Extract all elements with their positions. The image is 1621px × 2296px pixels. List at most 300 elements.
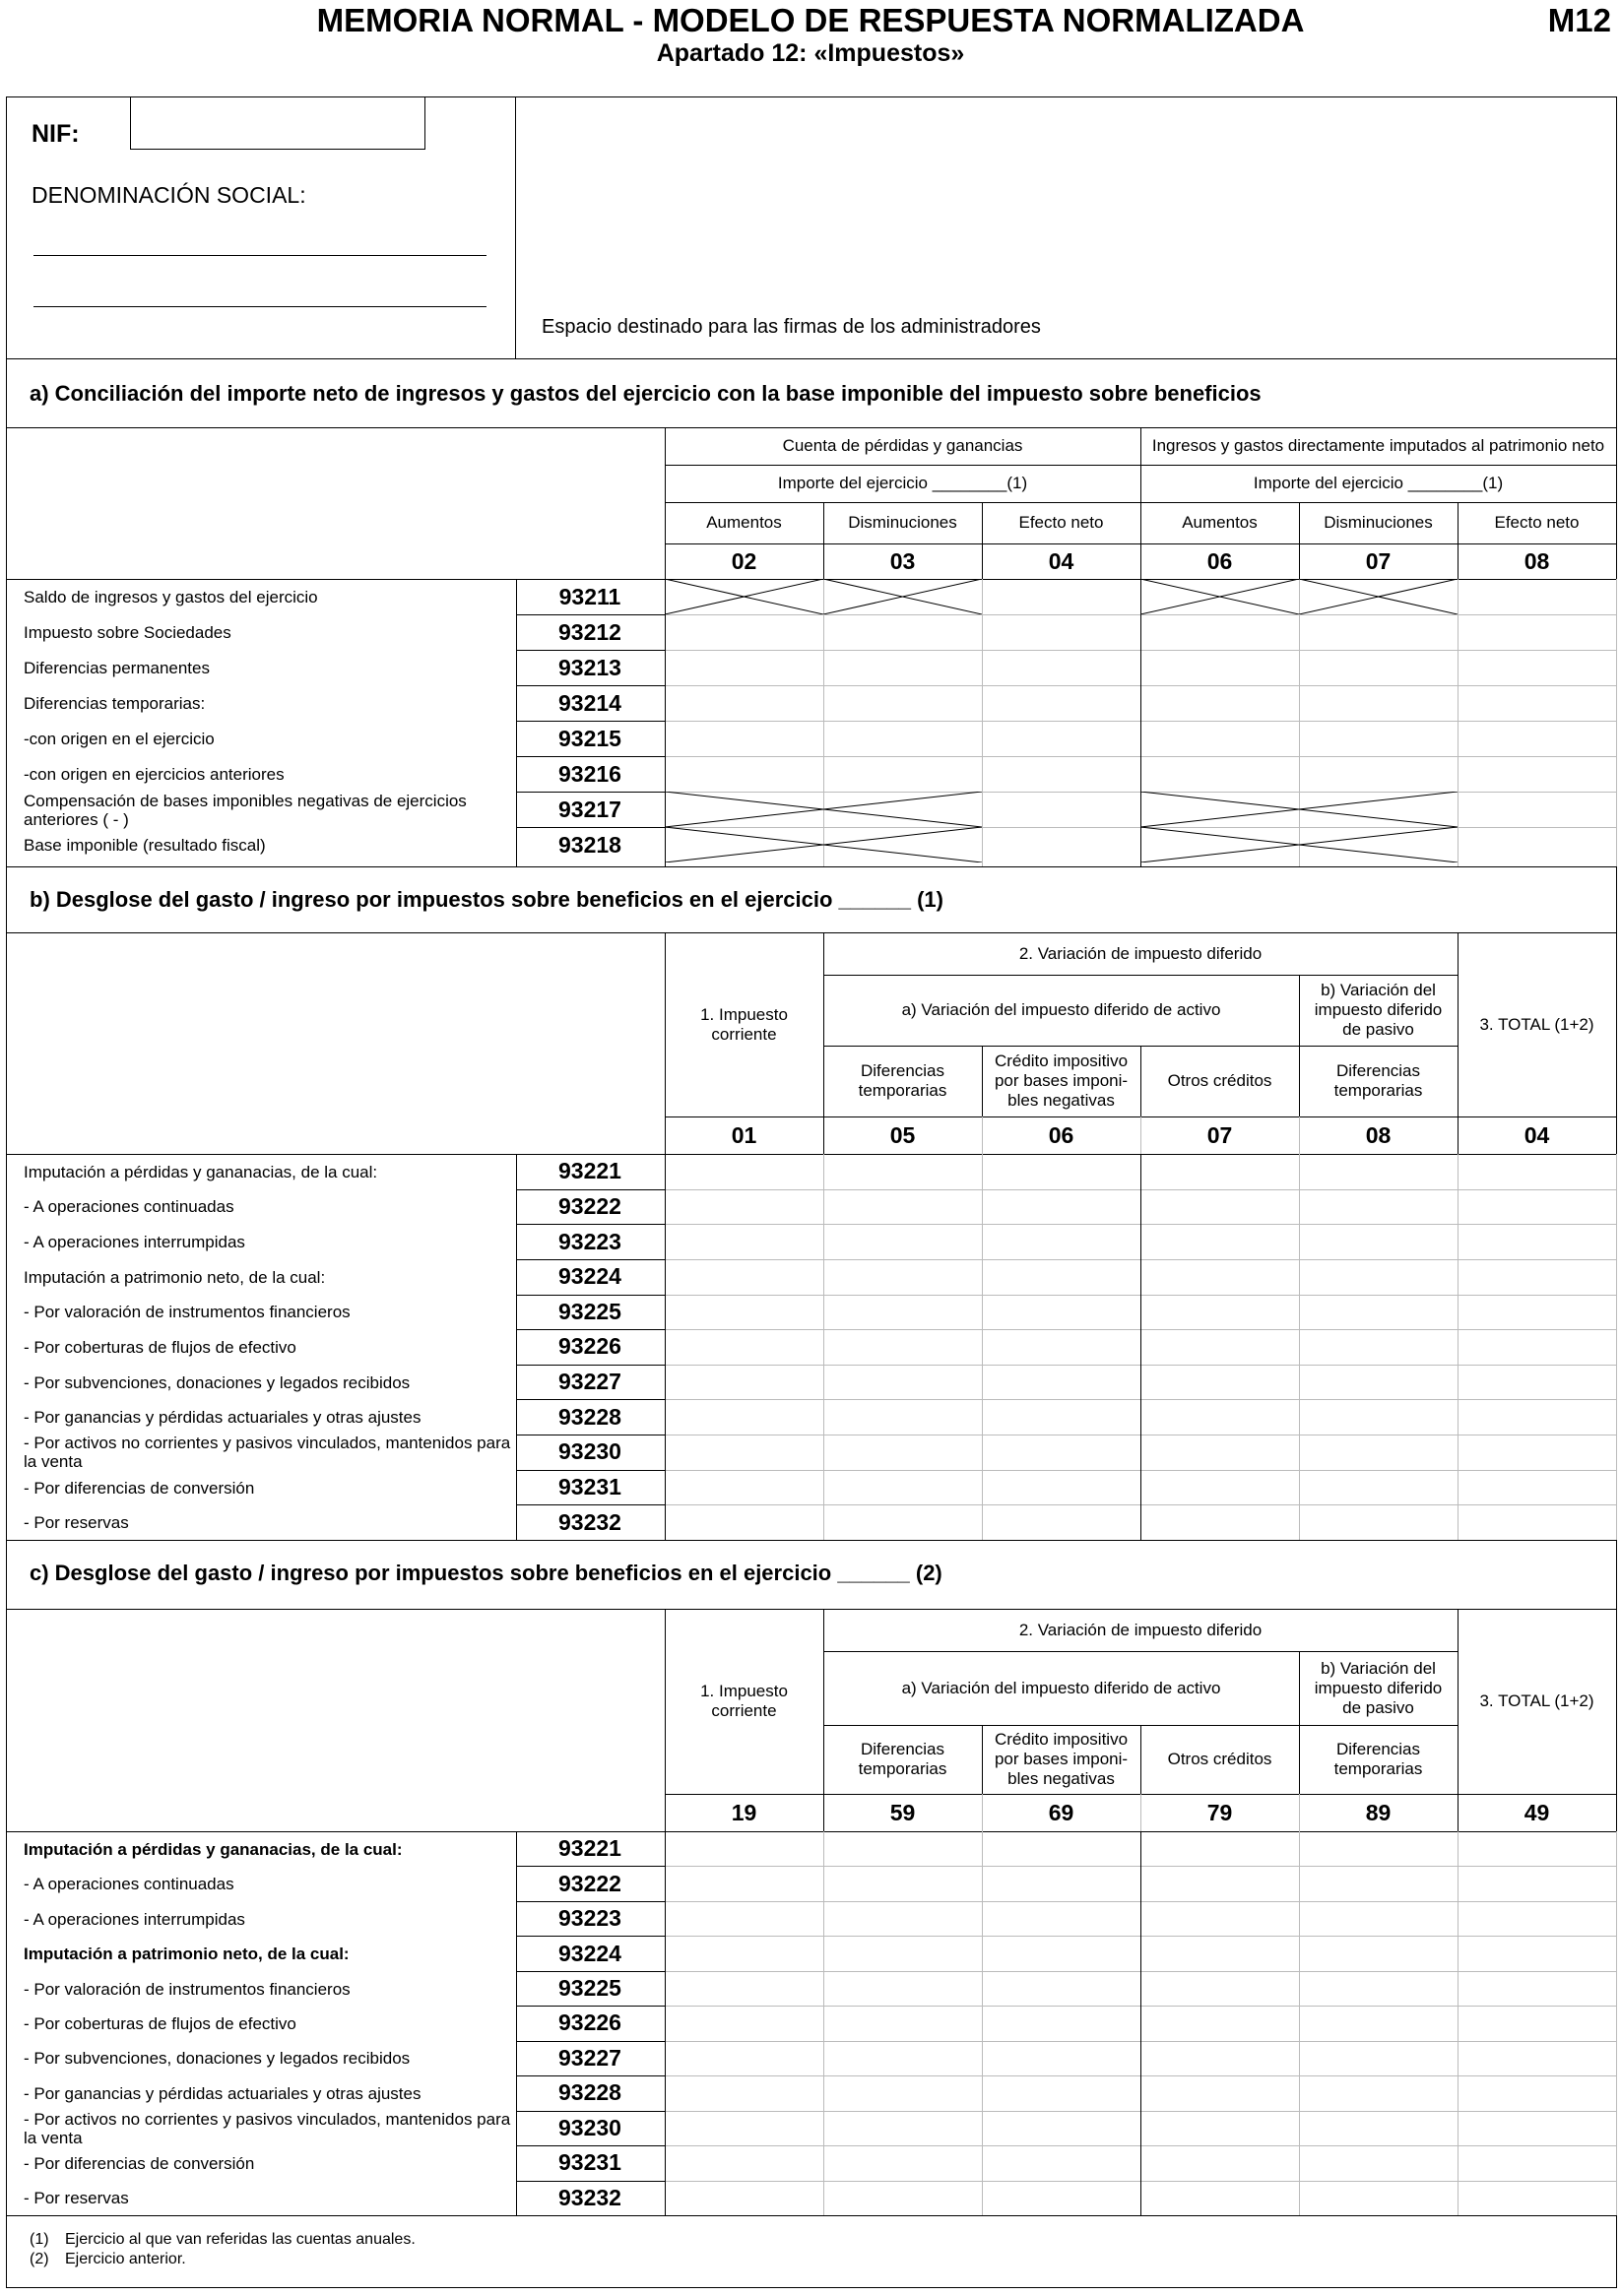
section_b-cell[interactable] [984,1156,1138,1187]
section_b-dif2-header: Diferencias temporarias [1333,1061,1423,1100]
section_a-cell[interactable] [667,723,821,754]
section_b-cell[interactable] [1301,1297,1456,1328]
section_c-code-sep [516,1866,665,1867]
a-subheader: Aumentos [1182,513,1258,532]
section_c-cell[interactable] [984,1903,1138,1934]
section_b-row-code: 93226 [558,1333,621,1360]
section_a-row-code: 93212 [558,618,621,645]
section_b-row-label: Imputación a pérdidas y gananacias, de la cual: [24,1162,378,1181]
section_b-col-code: 06 [1048,1121,1074,1148]
a-crossed-cell [1140,579,1299,614]
section_b-cell[interactable] [825,1331,980,1363]
section_b-cell[interactable] [1459,1506,1614,1538]
section_b-cell[interactable] [825,1297,980,1328]
section_c-cell[interactable] [984,2008,1138,2038]
footnote-2-num: (2) [30,2251,49,2267]
section_c-cell[interactable] [1301,1973,1456,2004]
section_b-cell[interactable] [825,1226,980,1257]
section_c-total-header: 3. TOTAL (1+2) [1479,1691,1594,1710]
section_c-cell[interactable] [984,1868,1138,1898]
section_b-cell[interactable] [984,1401,1138,1433]
section_b-col-code: 08 [1365,1121,1392,1148]
section_a-cell[interactable] [1459,758,1614,790]
section_b-cell[interactable] [667,1367,821,1398]
section_b-cell[interactable] [1301,1331,1456,1363]
section_b-cell[interactable] [1459,1226,1614,1257]
section_b-cell[interactable] [1142,1436,1297,1468]
section_b-col-code: 05 [889,1121,916,1148]
a-subheader: Efecto neto [1018,513,1104,532]
a-subheader: Aumentos [706,513,782,532]
section_a-cell[interactable] [667,652,821,683]
form-code: M12 [1547,2,1611,38]
section_c-col-code: 69 [1048,1799,1074,1825]
section_b-cell[interactable] [1459,1331,1614,1363]
section_c-cell[interactable] [667,2147,821,2178]
section_b-cell[interactable] [984,1297,1138,1328]
section_c-col-line [1458,1831,1459,2215]
section_c-col-line [1616,1831,1617,2215]
section_a-row-code: 93216 [558,760,621,787]
section_c-cell[interactable] [667,1973,821,2004]
section_c-cell[interactable] [984,1973,1138,2004]
section_b-cell[interactable] [1142,1191,1297,1223]
section_a-row-code: 93217 [558,796,621,822]
section_b-cell[interactable] [1142,1226,1297,1257]
section_a-cell[interactable] [1459,581,1614,612]
section_c-cell[interactable] [1301,2008,1456,2038]
section_c-code-sep [516,2145,665,2146]
section_c-cell[interactable] [825,1868,980,1898]
section_c-cell[interactable] [1459,1833,1614,1864]
section_c-activo-header: a) Variación del impuesto diferido de activo [901,1678,1221,1697]
section_b-cell[interactable] [667,1226,821,1257]
section_a-col-line [1458,579,1459,866]
section_a-cell[interactable] [1142,652,1297,683]
section_b-cell[interactable] [825,1191,980,1223]
section_b-cell[interactable] [984,1226,1138,1257]
section_a-cell[interactable] [1301,616,1456,648]
section_b-row-label: - Por reservas [24,1513,129,1533]
section_c-cell[interactable] [1301,2043,1456,2073]
section_c-cell[interactable] [1301,1868,1456,1898]
section_a-cell[interactable] [1459,616,1614,648]
section_b-cell[interactable] [984,1436,1138,1468]
section_b-row-code: 93224 [558,1263,621,1290]
section_b-cell[interactable] [1301,1156,1456,1187]
section_b-code-sep [516,1399,665,1400]
section_b-col-code: 07 [1206,1121,1233,1148]
section_a-cell[interactable] [1142,723,1297,754]
section_a-cell[interactable] [825,652,980,683]
section_b-cell[interactable] [667,1297,821,1328]
section_c-row-code: 93226 [558,2009,621,2036]
section_b-col-code: 04 [1524,1121,1550,1148]
section_b-cell[interactable] [825,1367,980,1398]
section_c-row-label: - A operaciones continuadas [24,1875,234,1894]
section_c-cell[interactable] [825,2077,980,2108]
a-subheader: Disminuciones [1324,513,1433,532]
section_c-cell[interactable] [825,1833,980,1864]
section_a-cell[interactable] [667,616,821,648]
section_b-row-code: 93231 [558,1474,621,1500]
section_a-col-line [1616,579,1617,866]
section_c-cell[interactable] [667,1938,821,1968]
section_a-cell[interactable] [1142,758,1297,790]
section_c-cell[interactable] [825,1903,980,1934]
section_c-cell[interactable] [984,2077,1138,2108]
section_c-cell[interactable] [1459,2043,1614,2073]
section_b-code-sep [516,1189,665,1190]
section_b-cell[interactable] [667,1331,821,1363]
section_a-row-code: 93215 [558,725,621,751]
section_b-cell[interactable] [667,1261,821,1293]
denominacion-line-2[interactable] [33,306,486,307]
section_c-code-sep [516,2181,665,2182]
section_c-cell[interactable] [1459,2008,1614,2038]
section_b-cell[interactable] [1459,1261,1614,1293]
section_c-cell[interactable] [825,1938,980,1968]
section_c-cell[interactable] [1142,2113,1297,2143]
section_b-cell[interactable] [1142,1156,1297,1187]
section_b-row-code: 93222 [558,1192,621,1219]
section_a-row-label: Diferencias permanentes [24,659,210,677]
section_c-variacion-header: 2. Variación de impuesto diferido [1018,1620,1263,1639]
section_b-credito-header: Crédito impositivo por bases imponi-bles negativas [994,1052,1129,1110]
section_a-row-label: Impuesto sobre Sociedades [24,623,231,642]
section_b-cell[interactable] [1459,1401,1614,1433]
section_b-cell[interactable] [984,1472,1138,1503]
section_c-cell[interactable] [667,2043,821,2073]
section_c-cell[interactable] [1142,2077,1297,2108]
section_b-cell[interactable] [984,1191,1138,1223]
section_c-cell[interactable] [825,2008,980,2038]
section_b-code-sep [516,1224,665,1225]
section_b-cell[interactable] [667,1156,821,1187]
section_c-cell[interactable] [667,1903,821,1934]
section_b-variacion-header: 2. Variación de impuesto diferido [1018,943,1263,963]
section_b-row-label: - Por activos no corrientes y pasivos vinculados, mantenidos para la venta [24,1434,511,1472]
section_a-code-sep [516,721,665,722]
section_b-row-code: 93223 [558,1228,621,1254]
section_a-cell[interactable] [1459,794,1614,825]
section_b-row-code: 93227 [558,1369,621,1395]
section_c-cell[interactable] [1142,1903,1297,1934]
section_c-cell[interactable] [1142,1973,1297,2004]
section_c-cell[interactable] [1301,1833,1456,1864]
footnote-1 [30,2231,416,2249]
a-col-code: 04 [1048,547,1074,574]
section_a-cell[interactable] [984,581,1138,612]
nif-label: NIF: [32,120,80,148]
section_b-code-left [516,1154,517,1540]
section_b-code-sep [516,1295,665,1296]
section_b-cell[interactable] [1301,1506,1456,1538]
section_b-cell[interactable] [825,1506,980,1538]
section_b-cell[interactable] [1142,1506,1297,1538]
section_b-cell[interactable] [1459,1367,1614,1398]
section_c-cell[interactable] [984,2043,1138,2073]
section_c-cell[interactable] [825,2183,980,2213]
a-col-code: 02 [731,547,757,574]
section_c-cell[interactable] [825,2147,980,2178]
section_a-cell[interactable] [1301,723,1456,754]
section_a-cell[interactable] [825,616,980,648]
a-col-code: 06 [1206,547,1233,574]
section_b-cell[interactable] [825,1156,980,1187]
section_a-cell[interactable] [1301,758,1456,790]
section_b-cell[interactable] [1459,1156,1614,1187]
section_b-cell[interactable] [825,1401,980,1433]
section_b-col-line [1458,1154,1459,1540]
section_b-row-code: 93230 [558,1438,621,1465]
section_b-row-label: - Por ganancias y pérdidas actuariales y otras ajustes [24,1408,421,1428]
section_c-cell[interactable] [1142,2008,1297,2038]
a-crossed-cell [823,579,982,614]
section_c-code-sep [516,2111,665,2112]
section_c-cell[interactable] [984,2113,1138,2143]
section-c-title: c) Desglose del gasto / ingreso por impuestos sobre beneficios en el ejercicio ______ (2) [30,1561,942,1585]
section_a-cell[interactable] [1459,652,1614,683]
section_a-cell[interactable] [1301,652,1456,683]
a-crossed-cell [665,579,823,614]
section_b-cell[interactable] [667,1506,821,1538]
section_c-cell[interactable] [1301,1903,1456,1934]
section_c-cell[interactable] [1142,2043,1297,2073]
section_a-cell[interactable] [667,687,821,719]
section_b-cell[interactable] [1459,1436,1614,1468]
section_c-cell[interactable] [1459,2183,1614,2213]
section_b-col-line [1299,1154,1300,1540]
a-subheader: Efecto neto [1494,513,1580,532]
section_c-col-code: 59 [889,1799,916,1825]
section_b-cell[interactable] [1142,1331,1297,1363]
section_b-row-label: Imputación a patrimonio neto, de la cual: [24,1267,326,1287]
section_c-cell[interactable] [1459,1938,1614,1968]
section_c-code-sep [516,2075,665,2076]
section_a-cell[interactable] [825,758,980,790]
section_b-cell[interactable] [667,1191,821,1223]
section_a-col-line [982,579,983,866]
section_c-cell[interactable] [1459,1868,1614,1898]
section_c-cell[interactable] [667,2113,821,2143]
footnote-1-num: (1) [30,2231,49,2248]
section_c-cell[interactable] [1142,2183,1297,2213]
section_c-col-line [1140,1831,1141,2215]
section_c-cell[interactable] [1301,2113,1456,2143]
section_a-cell[interactable] [984,758,1138,790]
firmas-text: Espacio destinado para las firmas de los administradores [542,316,1041,338]
section-b-title: b) Desglose del gasto / ingreso por impuestos sobre beneficios en el ejercicio ______ (1) [30,887,943,912]
section_b-cell[interactable] [667,1401,821,1433]
section_a-cell[interactable] [1459,829,1614,861]
section_c-cell[interactable] [1301,2147,1456,2178]
nif-input[interactable] [130,96,425,150]
section_a-row-label: -con origen en ejercicios anteriores [24,765,285,784]
page-subtitle: Apartado 12: «Impuestos» [656,39,965,67]
denominacion-line-1[interactable] [33,255,486,256]
section_a-cell[interactable] [984,652,1138,683]
section_a-cell[interactable] [984,829,1138,861]
section_c-cell[interactable] [667,2183,821,2213]
section_a-cell[interactable] [1459,687,1614,719]
section_b-row-code: 93225 [558,1298,621,1324]
section_c-cell[interactable] [667,1833,821,1864]
section_b-impuesto-header: 1. Impuesto corriente [700,1004,788,1044]
section_b-cell[interactable] [825,1261,980,1293]
section_a-code-sep [516,685,665,686]
section_b-cell[interactable] [1142,1367,1297,1398]
section_b-cell[interactable] [984,1261,1138,1293]
section_c-row-label: Imputación a pérdidas y gananacias, de la cual: [24,1839,403,1859]
a-group1-header: Cuenta de pérdidas y ganancias [782,436,1023,455]
section_c-cell[interactable] [825,2113,980,2143]
section_b-cell[interactable] [667,1472,821,1503]
section_c-cell[interactable] [1459,1903,1614,1934]
section_c-cell[interactable] [667,1868,821,1898]
section_b-cell[interactable] [984,1367,1138,1398]
section_b-cell[interactable] [1142,1472,1297,1503]
section_c-credito-header: Crédito impositivo por bases imponi-bles negativas [994,1730,1129,1788]
section_b-cell[interactable] [667,1436,821,1468]
section_a-cell[interactable] [984,687,1138,719]
section_c-dif2-header: Diferencias temporarias [1333,1740,1423,1778]
section_b-row-label: - A operaciones continuadas [24,1197,234,1217]
section_c-cell[interactable] [984,1938,1138,1968]
section_c-cell[interactable] [1459,2113,1614,2143]
section_b-code-sep [516,1504,665,1505]
section_c-cell[interactable] [825,1973,980,2004]
section_c-cell[interactable] [1459,2077,1614,2108]
section_b-cell[interactable] [1301,1367,1456,1398]
section_a-cell[interactable] [1142,616,1297,648]
section_b-cell[interactable] [1142,1261,1297,1293]
section_b-cell[interactable] [825,1436,980,1468]
section_a-row-label: Compensación de bases imponibles negativas de ejercicios anteriores ( - ) [24,791,467,829]
section_c-cell[interactable] [1142,1833,1297,1864]
section_a-code-sep [516,792,665,793]
section_c-cell[interactable] [1142,1938,1297,1968]
section_b-cell[interactable] [1459,1297,1614,1328]
footnote-2 [30,2251,186,2268]
section_c-code-sep [516,1901,665,1902]
section_c-cell[interactable] [1142,2147,1297,2178]
section_c-row-label: - A operaciones interrumpidas [24,1909,245,1929]
section_a-row-code: 93211 [558,583,621,609]
section_b-cell[interactable] [825,1472,980,1503]
section_a-cell[interactable] [984,794,1138,825]
rule-a-bottom [6,866,1617,867]
rule-c-bottom [6,2215,1617,2216]
section_c-col-line [1299,1831,1300,2215]
section_a-row-label: Diferencias temporarias: [24,694,206,713]
a-importe2-header: Importe del ejercicio ________(1) [1253,474,1504,492]
section_b-cell[interactable] [984,1331,1138,1363]
section_c-otros-header: Otros créditos [1167,1750,1272,1768]
section_c-row-label: - Por valoración de instrumentos financieros [24,1979,351,1999]
section_c-pasivo-header: b) Variación del impuesto diferido de pasivo [1314,1658,1443,1717]
section_a-cell[interactable] [1301,687,1456,719]
section_a-row-code: 93214 [558,689,621,716]
section_a-row-code: 93218 [558,831,621,858]
section_c-code-sep [516,1971,665,1972]
section_a-cell[interactable] [825,687,980,719]
section_c-cell[interactable] [1142,1868,1297,1898]
section_b-cell[interactable] [984,1506,1138,1538]
section_a-cell[interactable] [825,723,980,754]
section_b-cell[interactable] [1142,1297,1297,1328]
section_b-cell[interactable] [1301,1401,1456,1433]
section_c-cell[interactable] [1459,2147,1614,2178]
rule-id-bottom [6,358,1617,359]
section_a-cell[interactable] [667,758,821,790]
section_b-activo-header: a) Variación del impuesto diferido de activo [901,1000,1221,1019]
section_c-cell[interactable] [825,2043,980,2073]
section_c-cell[interactable] [1301,1938,1456,1968]
section_b-row-label: - A operaciones interrumpidas [24,1233,245,1252]
section_c-code-sep [516,1936,665,1937]
a-crossed-cell [665,827,982,862]
section_b-cell[interactable] [1301,1226,1456,1257]
section_c-cell[interactable] [1301,2183,1456,2213]
section_c-row-code: 93225 [558,1975,621,2002]
section_b-col-line [1616,1154,1617,1540]
section_a-code-sep [516,650,665,651]
section_a-cell[interactable] [984,723,1138,754]
section_c-row-code: 93224 [558,1940,621,1966]
section_c-col-code: 49 [1524,1799,1550,1825]
section_a-cell[interactable] [984,616,1138,648]
section_b-code-sep [516,1365,665,1366]
section_b-row-label: - Por coberturas de flujos de efectivo [24,1337,296,1357]
section_c-cell[interactable] [984,2147,1138,2178]
section_c-cell[interactable] [984,2183,1138,2213]
footnote-1-text: Ejercicio al que van referidas las cuentas anuales. [65,2231,416,2248]
section_b-cell[interactable] [1301,1191,1456,1223]
section_b-cell[interactable] [1301,1436,1456,1468]
a-col-code: 03 [889,547,916,574]
section_c-dif1-header: Diferencias temporarias [858,1740,947,1778]
section_c-code-sep [516,2041,665,2042]
section_c-row-code: 93223 [558,1905,621,1932]
a-crossed-cell [1299,579,1458,614]
section_c-row-code: 93232 [558,2184,621,2210]
section_c-code-left [516,1831,517,2215]
section_b-row-code: 93228 [558,1403,621,1430]
section_c-cell[interactable] [667,2077,821,2108]
section_a-code-sep [516,614,665,615]
section_c-cell[interactable] [984,1833,1138,1864]
section_b-cell[interactable] [1142,1401,1297,1433]
section_c-cell[interactable] [1459,1973,1614,2004]
section_b-cell[interactable] [1301,1472,1456,1503]
section_b-code-sep [516,1259,665,1260]
section_b-cell[interactable] [1301,1261,1456,1293]
section_b-cell[interactable] [1459,1191,1614,1223]
section_a-cell[interactable] [1459,723,1614,754]
section_c-row-label: - Por subvenciones, donaciones y legados recibidos [24,2049,411,2069]
section_c-cell[interactable] [667,2008,821,2038]
section_a-cell[interactable] [1142,687,1297,719]
section_c-code-sep [516,2006,665,2007]
section_b-otros-header: Otros créditos [1167,1071,1272,1090]
a-col-code: 07 [1365,547,1392,574]
section_a-code-sep [516,756,665,757]
section_c-row-code: 93221 [558,1835,621,1862]
section_c-row-label: - Por activos no corrientes y pasivos vinculados, mantenidos para la venta [24,2109,511,2147]
section_c-cell[interactable] [1301,2077,1456,2108]
section_b-cell[interactable] [1459,1472,1614,1503]
